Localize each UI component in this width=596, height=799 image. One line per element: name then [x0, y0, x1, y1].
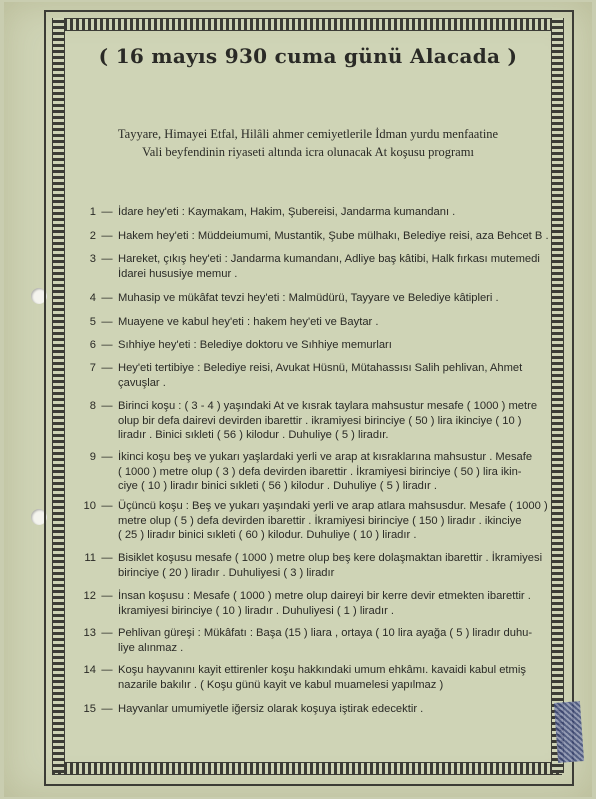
- item-dash: —: [101, 590, 113, 602]
- item-dash: —: [101, 362, 113, 374]
- list-item: [72, 338, 562, 353]
- frame-chain-bottom: [52, 762, 562, 775]
- item-dash: —: [101, 292, 113, 304]
- item-line: Hareket, çıkış hey'eti : Jandarma kumandanı, Adliye baş kâtibi, Halk fırkası mutemedi: [118, 253, 540, 265]
- list-item: [72, 589, 562, 618]
- item-dash: —: [101, 400, 113, 412]
- item-number: 4: [89, 292, 96, 304]
- list-item: [72, 702, 562, 717]
- item-line: Muhasip ve mükâfat tevzi hey'eti : Malmüdürü, Tayyare ve Belediye kâtipleri .: [118, 292, 499, 304]
- item-line: olup bir defa dairevi devirden ibarettir . ikramiyesi birinciye ( 50 ) lira ikinciye ( 10 ): [118, 414, 522, 427]
- item-line: Üçüncü koşu : Beş ve yukarı yaşındaki yerli ve arap atlara mahsusdur. Mesafe ( 1000 ): [118, 500, 548, 512]
- item-line: liradır . Binici sıkleti ( 56 ) kilodur . Duhuliye ( 5 ) liradır.: [118, 429, 389, 441]
- item-dash: —: [101, 230, 113, 242]
- item-number: 1: [89, 206, 96, 218]
- frame-chain-top: [52, 18, 562, 31]
- item-line: Koşu hayvanını kayit ettirenler koşu hakkındaki umum ehkâmı. kavaidi kabul etmiş: [118, 664, 526, 676]
- list-item: [72, 229, 562, 244]
- list-item: [72, 315, 562, 330]
- item-dash: —: [101, 316, 113, 328]
- item-line: nazarile bakılır . ( Koşu günü kayit ve kabul muamelesi yapılmaz ): [118, 678, 444, 691]
- item-number: 9: [89, 451, 96, 463]
- item-number: 5: [89, 316, 96, 328]
- list-item: [72, 663, 562, 692]
- item-line: ( 1000 ) metre olup ( 3 ) defa devirden ibarettir . İkramiyesi birinciye ( 50 ) lira ikin-: [118, 465, 522, 478]
- item-dash: —: [101, 552, 113, 564]
- list-item: [72, 399, 562, 443]
- item-number: 7: [89, 362, 96, 374]
- item-dash: —: [101, 664, 113, 676]
- list-item: [72, 291, 562, 306]
- item-number: 2: [89, 230, 96, 242]
- item-number: 6: [89, 339, 96, 351]
- subtitle-line: Vali beyfendinin riyaseti altında icra olunacak At koşusu programı: [142, 145, 474, 159]
- item-number: 12: [83, 590, 96, 602]
- item-number: 3: [89, 253, 96, 265]
- item-dash: —: [101, 339, 113, 351]
- item-line: liye alınmaz .: [118, 641, 184, 654]
- list-item: [72, 450, 562, 494]
- list-item: [72, 252, 562, 281]
- list-item: [72, 626, 562, 655]
- list-item: [72, 551, 562, 580]
- document-subtitle: [64, 125, 552, 161]
- document-title: ( 16 mayıs 930 cuma günü Alacada ): [98, 44, 518, 68]
- item-line: metre olup ( 5 ) defa devirden ibarettir . İkramiyesi birinciye ( 150 ) liradır . ikinciye: [118, 514, 522, 527]
- item-line: Hakem hey'eti : Müddeiumumi, Mustantik, Şube mülhakı, Belediye reisi, aza Behcet B .: [118, 230, 549, 242]
- item-dash: —: [101, 627, 113, 639]
- item-line: Hey'eti tertibiye : Belediye reisi, Avukat Hüsnü, Mütahassısı Salih pehlivan, Ahmet: [118, 362, 523, 374]
- frame-chain-right: [551, 18, 564, 773]
- item-number: 8: [89, 400, 96, 412]
- item-line: İdarei hususiye memur .: [118, 267, 238, 280]
- item-line: ciye ( 10 ) liradır binici sıkleti ( 56 ) kilodur . Duhuliye ( 5 ) liradır .: [118, 480, 437, 492]
- item-line: Birinci koşu : ( 3 - 4 ) yaşındaki At ve kısrak taylara mahsustur mesafe ( 1000 ) metre: [118, 400, 538, 412]
- item-number: 14: [83, 664, 96, 676]
- item-line: İkinci koşu beş ve yukarı yaşlardaki yerli ve arap at kısraklarına mahsustur . Mesafe: [118, 451, 533, 463]
- item-number: 10: [83, 500, 96, 512]
- item-line: çavuşlar .: [118, 376, 166, 389]
- item-line: Bisiklet koşusu mesafe ( 1000 ) metre olup beş kere dolaşmaktan ibarettir . İkramiyesi: [118, 552, 543, 564]
- item-line: İkramiyesi birinciye ( 10 ) liradır . Duhuliyesi ( 1 ) liradır .: [118, 604, 395, 617]
- item-number: 11: [84, 552, 96, 564]
- revenue-stamp: [554, 701, 584, 763]
- list-item: [72, 205, 562, 220]
- item-line: İnsan koşusu : Mesafe ( 1000 ) metre olup daireyi bir kerre devir etmekten ibarettir .: [118, 590, 531, 602]
- list-item: [72, 499, 562, 543]
- item-line: İdare hey'eti : Kaymakam, Hakim, Şubereisi, Jandarma kumandanı .: [118, 206, 456, 218]
- item-number: 13: [83, 627, 96, 639]
- list-item: [72, 361, 562, 390]
- item-line: ( 25 ) liradır binici sıkleti ( 60 ) kilodur. Duhuliye ( 10 ) liradır .: [118, 529, 417, 541]
- item-dash: —: [101, 500, 113, 512]
- item-dash: —: [101, 451, 113, 463]
- subtitle-line: Tayyare, Himayei Etfal, Hilâli ahmer cemiyetlerile İdman yurdu menfaatine: [117, 127, 499, 141]
- item-dash: —: [101, 703, 113, 715]
- item-line: Hayvanlar umumiyetle iğersiz olarak koşuya iştirak edecektir .: [118, 703, 424, 715]
- item-line: birinciye ( 20 ) liradır . Duhuliyesi ( 3 ) liradır: [118, 566, 335, 579]
- item-dash: —: [101, 206, 113, 218]
- item-number: 15: [83, 703, 96, 715]
- item-line: Muayene ve kabul hey'eti : hakem hey'eti ve Baytar .: [118, 316, 379, 328]
- item-dash: —: [101, 253, 113, 265]
- item-line: Pehlivan güreşi : Mükâfatı : Başa (15 ) liara , ortaya ( 10 lira ayağa ( 5 ) liradır duhu-: [118, 627, 533, 639]
- item-line: Sıhhiye hey'eti : Belediye doktoru ve Sıhhiye memurları: [118, 339, 392, 351]
